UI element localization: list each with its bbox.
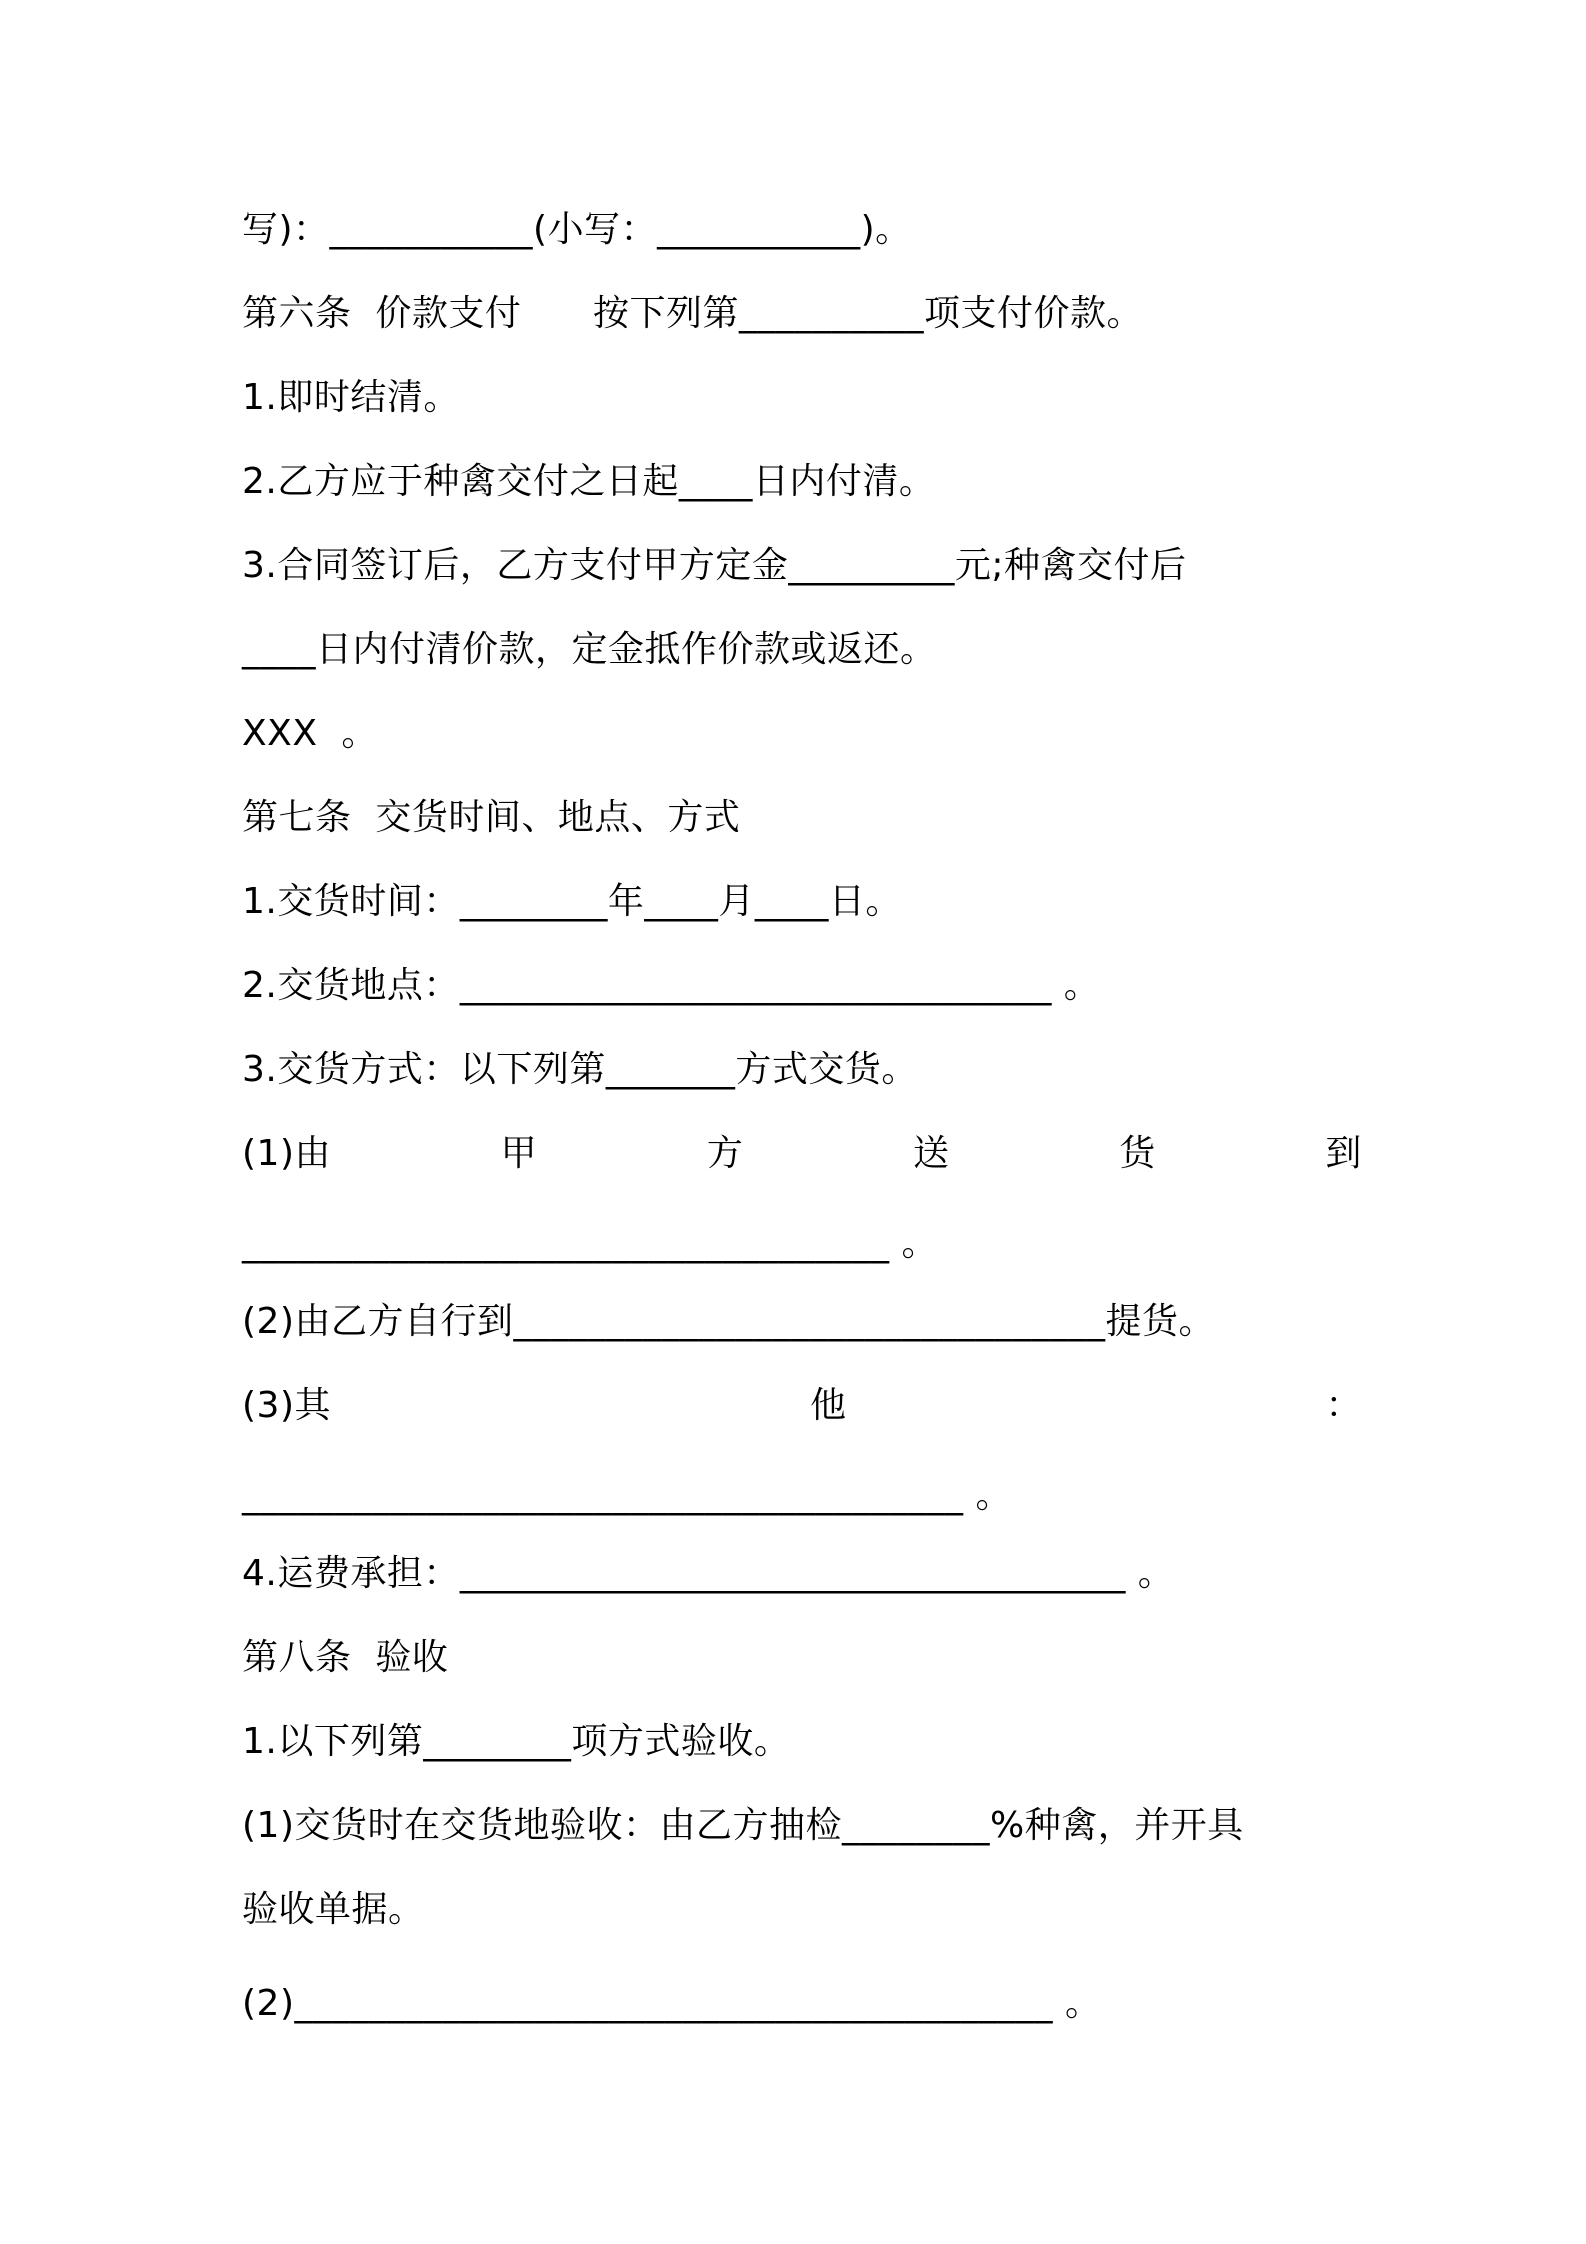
delivery-option-1-blank: ___________________________________ 。 — [242, 1223, 938, 1264]
payment-option-2: 2.乙方应于种禽交付之日起____日内付清。 — [242, 461, 936, 502]
placeholder-line: XXX 。 — [242, 713, 378, 754]
inspection-option-1: (1)交货时在交货地验收：由乙方抽检________%种禽，并开具 — [242, 1805, 1244, 1846]
delivery-option-3 — [242, 1382, 1362, 1430]
inspection-option-2: (2)_________________________________________ 。 — [242, 1983, 1102, 2024]
delivery-option-1-part: 方 — [706, 1133, 744, 1174]
amount-line: 写)：___________(小写：___________)。 — [242, 209, 912, 250]
delivery-option-1-part: 货 — [1119, 1133, 1156, 1174]
delivery-option-1 — [242, 1130, 1362, 1178]
article-6-heading: 第六条 价款支付 按下列第__________项支付价款。 — [242, 293, 1144, 334]
delivery-option-3-part: (3)其 — [242, 1385, 331, 1426]
inspection-option-1-cont: 验收单据。 — [242, 1889, 425, 1930]
delivery-option-3-blank: _______________________________________ 。 — [242, 1475, 1012, 1516]
delivery-option-1-part: (1)由 — [242, 1133, 331, 1174]
payment-option-3-cont: ____日内付清价款，定金抵作价款或返还。 — [242, 629, 937, 670]
delivery-time: 1.交货时间：________年____月____日。 — [242, 881, 902, 922]
delivery-option-1-part: 甲 — [500, 1133, 538, 1174]
delivery-option-2: (2)由乙方自行到________________________________提货。 — [242, 1301, 1215, 1342]
delivery-method: 3.交货方式：以下列第_______方式交货。 — [242, 1049, 918, 1090]
payment-option-1: 1.即时结清。 — [242, 377, 460, 418]
freight-cost: 4.运费承担：____________________________________ 。 — [242, 1553, 1175, 1594]
article-8-heading: 第八条 验收 — [242, 1637, 449, 1678]
payment-option-3: 3.合同签订后，乙方支付甲方定金_________元;种禽交付后 — [242, 545, 1187, 586]
delivery-place: 2.交货地点：________________________________ 。 — [242, 965, 1101, 1006]
delivery-option-3-part: ： — [1325, 1385, 1362, 1426]
delivery-option-3-part: 他 — [809, 1385, 847, 1426]
article-7-heading: 第七条 交货时间、地点、方式 — [242, 797, 741, 838]
delivery-option-1-part: 到 — [1325, 1133, 1362, 1174]
inspection-method: 1.以下列第________项方式验收。 — [242, 1721, 791, 1762]
delivery-option-1-part: 送 — [913, 1133, 950, 1174]
